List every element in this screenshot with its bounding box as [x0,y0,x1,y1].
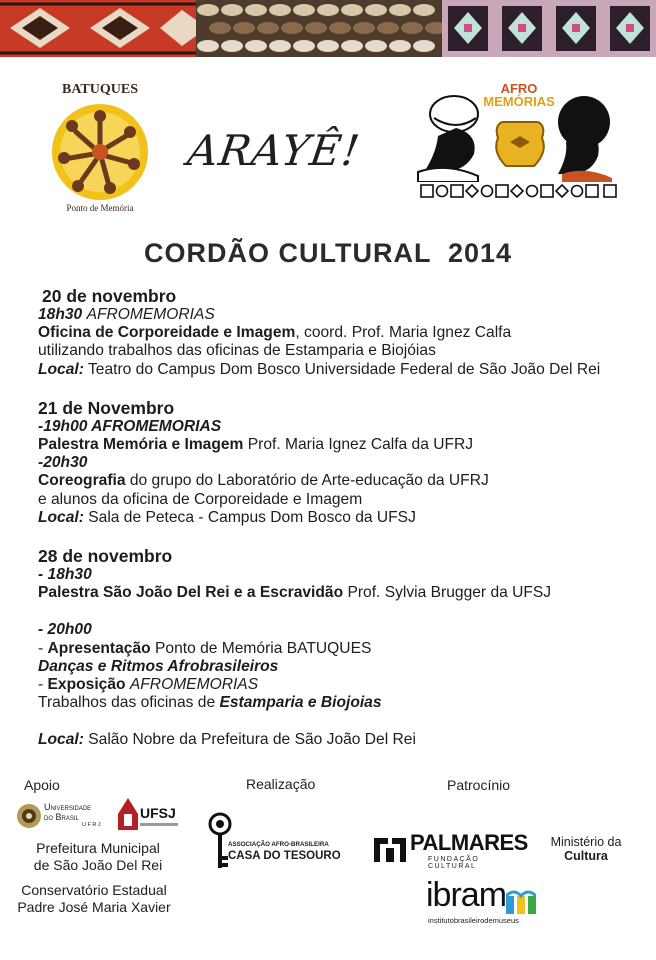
day1-time: 18h30 [38,306,83,323]
palmares-symbol-icon [374,832,406,862]
day2-event2-line [38,472,638,490]
batuques-subtitle: Ponto de Memória [66,203,134,213]
top-banner [0,0,656,57]
day2-local-line [38,509,638,527]
palmares-logo [374,830,528,868]
ufrj-line1: Universidade [44,802,92,812]
conservatorio-line1: Conservatório Estadual [21,882,167,898]
day3-date: 28 de novembro [38,546,173,567]
schedule [38,286,638,750]
banner-red-pattern [0,0,196,57]
day3-apresentacao-title: Apresentação [47,639,151,657]
ibram-name: ibram [426,876,507,914]
afromemorias-logo [416,80,622,202]
casa-line2: CASA DO TESOURO [228,850,341,862]
ufrj-emblem-icon [16,802,42,830]
ministerio-logo [540,835,632,863]
conservatorio-line2: Padre José Maria Xavier [17,899,171,915]
palmares-name: PALMARES [410,830,528,855]
day3-exposicao-detail: AFROMEMORIAS [129,676,259,694]
day2-event2-line2: e alunos da oficina de Corporeidade e Imagem [38,490,363,508]
day2-event2-detail: do grupo do Laboratório de Arte-educação da UFRJ [125,472,489,490]
day3-local: Salão Nobre da Prefeitura de São João Del Rei [83,731,416,749]
ufrj-line3: U F R J [82,822,101,828]
day3-event1-line [38,584,638,602]
day1-local: Teatro do Campus Dom Bosco Universidade Federal de São João Del Rei [83,360,601,378]
day1-time-line [38,306,638,324]
day2-event1-detail: Prof. Maria Ignez Calfa da UFRJ [243,436,474,454]
afromemorias-symbols-icon [420,184,618,198]
day3-dancas: Danças e Ritmos Afrobrasileiros [38,657,279,675]
day2-date: 21 de Novembro [38,397,175,418]
day1-org: AFROMEMORIAS [86,306,215,323]
ministerio-line2: Cultura [564,849,608,863]
day2-event1-line [38,436,638,454]
day2-event2-title: Coreografia [38,472,126,490]
banner-beads-pattern [196,0,442,57]
ibram-m-icon [506,888,536,914]
casa-line1: ASSOCIAÇÃO AFRO-BRASILEIRA [228,841,329,848]
prefeitura-line2: de São João Del Rei [33,857,163,873]
afromemorias-title-line1: AFRO [500,81,538,96]
patrocinio-heading: Patrocínio [447,777,511,793]
day3-event1-title: Palestra São João Del Rei e a Escravidão [38,584,344,602]
prefeitura-text [20,840,176,874]
araye-logo: ARAYÊ! [184,126,364,175]
batuques-title: BATUQUES [62,82,138,97]
ibram-logo [426,876,540,932]
day1-event-detail: , coord. Prof. Maria Ignez Calfa [295,324,512,342]
ibram-sub: institutobrasileirodemuseus [428,916,519,925]
day3-trabalhos-text: Trabalhos das oficinas de [38,694,220,712]
day3-exposicao-line [38,676,638,694]
ufsj-logo [118,798,180,832]
apoio-heading: Apoio [24,777,60,793]
day1-date: 20 de novembro [42,286,177,306]
ufrj-line2: do Brasil [44,812,79,822]
ufrj-logo [16,800,110,832]
day3-local-label: Local: [38,731,84,749]
day2-event1-title: Palestra Memória e Imagem [38,436,244,454]
day3-apresentacao-line [38,640,638,658]
batuques-emblem-icon [48,102,152,202]
day1-local-label: Local: [38,360,84,378]
day1-event-line [38,324,638,342]
ufsj-emblem-icon [118,798,138,830]
day1-event-title: Oficina de Corporeidade e Imagem [38,324,296,342]
day3-apresentacao-detail: Ponto de Memória BATUQUES [150,639,372,657]
casa-do-tesouro-logo [206,812,341,874]
batuques-logo [40,80,160,216]
day3-exposicao-title: Exposição [47,676,126,694]
day3-event1-detail: Prof. Sylvia Brugger da UFSJ [343,584,552,602]
day2-local: Sala de Peteca - Campus Dom Bosco da UFSJ [83,508,416,526]
day3-time2: - 20h00 [38,621,92,639]
day3-trabalhos-emph: Estamparia e Biojoias [219,694,382,712]
day3-time1: - 18h30 [38,566,92,584]
dash: - [38,639,48,657]
day3-trabalhos-line [38,694,638,712]
prefeitura-line1: Prefeitura Municipal [36,840,160,856]
palmares-sub: FUNDAÇÃO CULTURAL [428,856,480,870]
conservatorio-text [6,882,182,916]
day3-local-line [38,731,638,749]
dash: - [38,676,48,694]
afromemorias-title-line2: MEMÓRIAS [483,94,555,109]
realizacao-heading: Realização [246,776,316,792]
page-title: CORDÃO CULTURAL 2014 [143,238,513,268]
day2-local-label: Local: [38,508,84,526]
ufsj-name: UFSJ [140,805,176,821]
day2-time1: -19h00 AFROMEMORIAS [38,417,222,435]
banner-pink-pattern [442,0,656,57]
day1-event-line2: utilizando trabalhos das oficinas de Estamparia e Biojóias [38,342,436,360]
day2-time2: -20h30 [38,454,88,472]
day1-local-line [38,361,638,379]
ministerio-line1: Ministério da [550,835,622,849]
